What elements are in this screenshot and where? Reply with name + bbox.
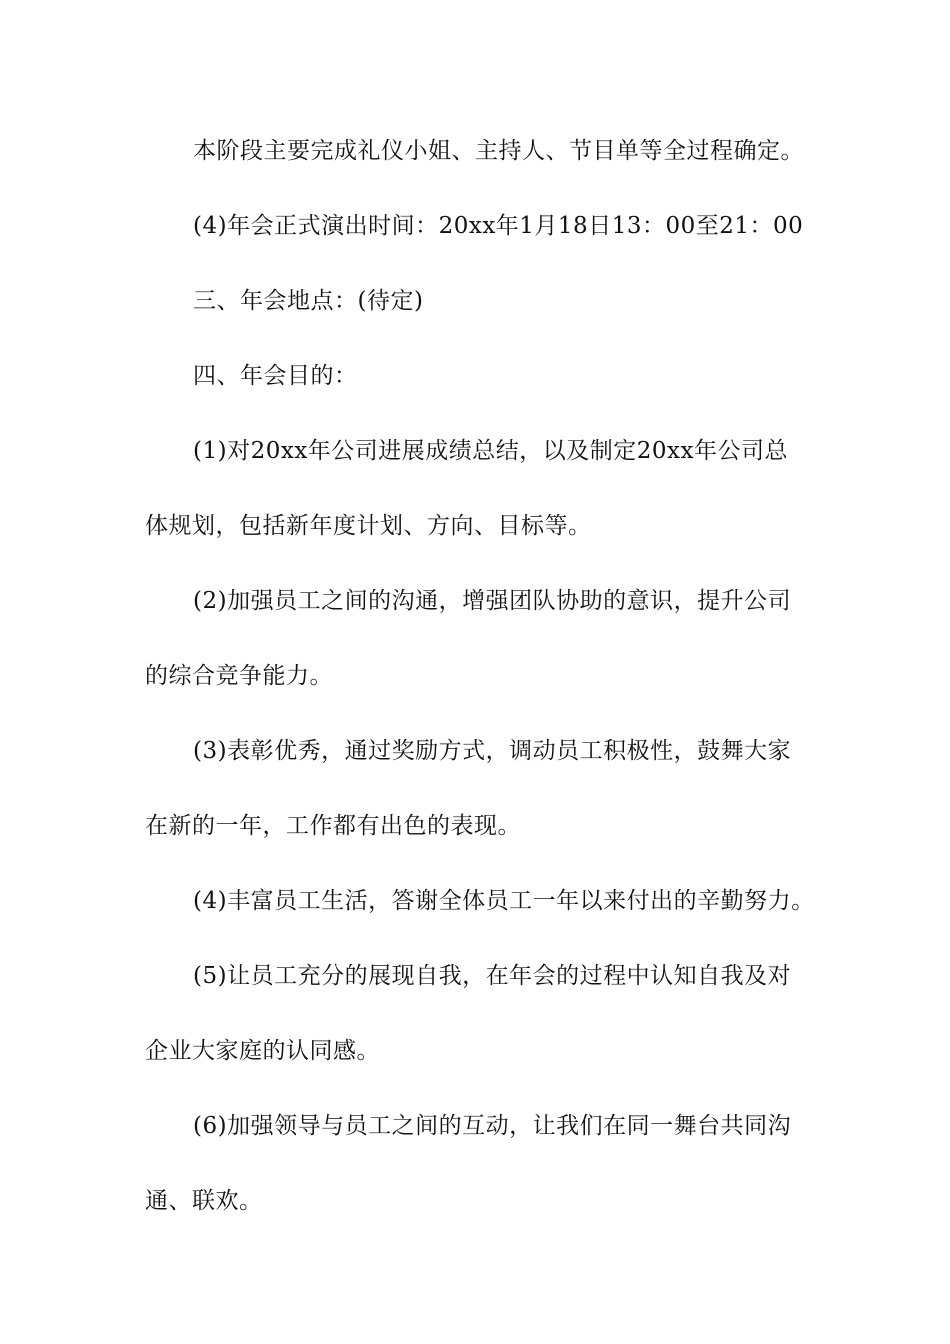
- purpose-item-6-continued: 通、联欢。: [145, 1188, 263, 1214]
- section-heading-purpose: 四、年会目的：: [193, 363, 358, 389]
- paragraph-line: 本阶段主要完成礼仪小姐、主持人、节目单等全过程确定。: [193, 138, 804, 164]
- purpose-item-6: (6)加强领导与员工之间的互动，让我们在同一舞台共同沟: [193, 1113, 792, 1139]
- purpose-item-4: (4)丰富员工生活，答谢全体员工一年以来付出的辛勤努力。: [193, 888, 815, 914]
- purpose-item-2-continued: 的综合竞争能力。: [145, 663, 333, 689]
- purpose-item-5: (5)让员工充分的展现自我，在年会的过程中认知自我及对: [193, 963, 792, 989]
- purpose-item-3-continued: 在新的一年，工作都有出色的表现。: [145, 813, 521, 839]
- event-time-line: (4)年会正式演出时间：20xx年1月18日13：00至21：00: [193, 213, 804, 239]
- purpose-item-2: (2)加强员工之间的沟通，增强团队协助的意识，提升公司: [193, 588, 792, 614]
- section-heading-venue: 三、年会地点：(待定): [193, 288, 424, 314]
- purpose-item-3: (3)表彰优秀，通过奖励方式，调动员工积极性，鼓舞大家: [193, 738, 792, 764]
- purpose-item-1: (1)对20xx年公司进展成绩总结，以及制定20xx年公司总: [193, 438, 788, 464]
- purpose-item-1-continued: 体规划，包括新年度计划、方向、目标等。: [145, 513, 592, 539]
- purpose-item-5-continued: 企业大家庭的认同感。: [145, 1038, 380, 1064]
